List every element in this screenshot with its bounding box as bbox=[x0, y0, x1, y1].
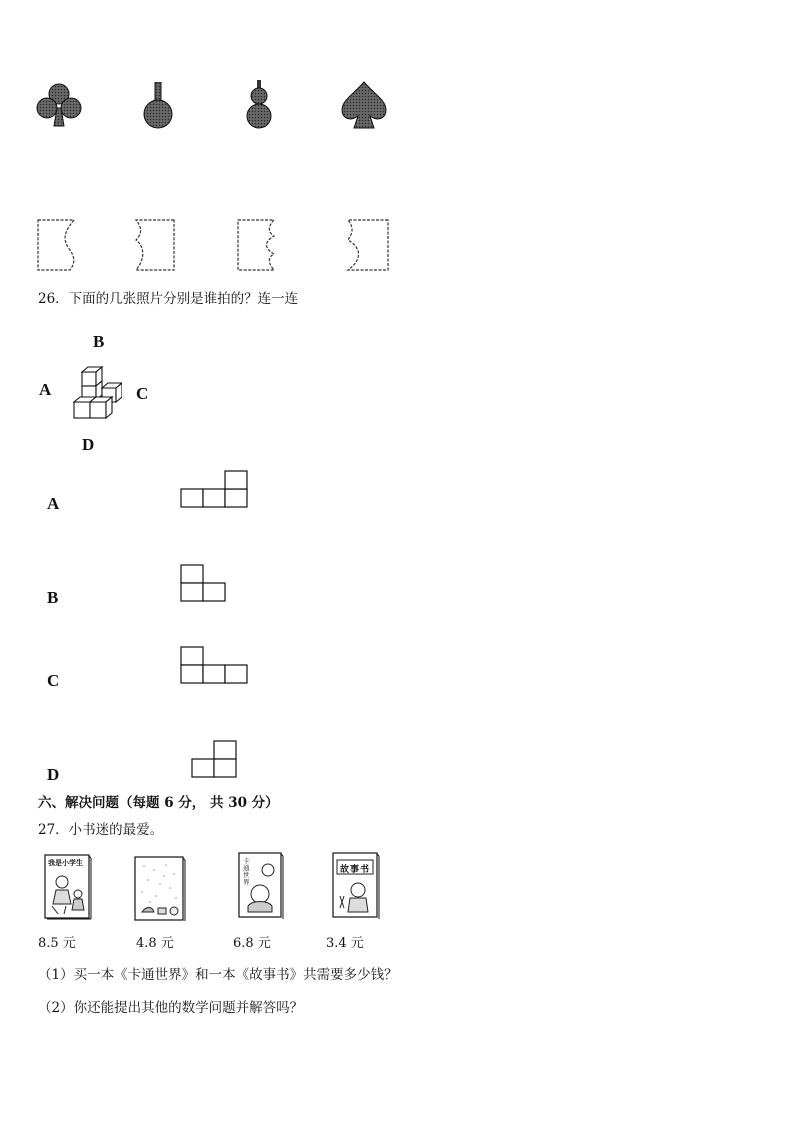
option-label-a: A bbox=[47, 494, 60, 513]
view-label-top: B bbox=[93, 332, 105, 351]
book-2-price: 4.8 元 bbox=[136, 936, 174, 951]
view-option-a bbox=[180, 470, 252, 510]
view-option-d bbox=[190, 740, 240, 780]
question-27-part-1: （1）买一本《卡通世界》和一本《故事书》共需要多少钱？ bbox=[38, 967, 398, 983]
view-label-right: C bbox=[136, 384, 149, 403]
option-label-d: D bbox=[47, 765, 60, 784]
section-6-heading: 六、解决问题（每题 6 分， 共 30 分） bbox=[38, 795, 279, 811]
book-4-price: 3.4 元 bbox=[326, 936, 364, 951]
view-option-c bbox=[180, 646, 252, 686]
book-4-title: 故事书 bbox=[340, 865, 371, 875]
cutout-frame-2 bbox=[130, 218, 176, 274]
book-1-price: 8.5 元 bbox=[38, 936, 76, 951]
cutout-frame-1 bbox=[36, 218, 80, 274]
book-3-price: 6.8 元 bbox=[233, 936, 271, 951]
book-2 bbox=[134, 856, 186, 922]
question-26-prompt: 26．下面的几张照片分别是谁拍的？连一连 bbox=[38, 291, 299, 307]
book-4 bbox=[332, 852, 380, 920]
book-1 bbox=[44, 854, 92, 920]
cutout-frame-4 bbox=[344, 218, 390, 274]
option-label-c: C bbox=[47, 671, 60, 690]
bulb-shape bbox=[140, 82, 176, 130]
cube-stack-figure bbox=[70, 364, 122, 420]
option-label-b: B bbox=[47, 588, 59, 607]
view-label-left: A bbox=[39, 380, 52, 399]
book-3 bbox=[238, 852, 284, 920]
cutout-frame-3 bbox=[236, 218, 280, 274]
question-27-prompt: 27．小书迷的最爱。 bbox=[38, 822, 164, 838]
book-3-title: 卡通世界 bbox=[243, 857, 250, 886]
spade-shape bbox=[340, 80, 388, 130]
question-27-part-2: （2）你还能提出其他的数学问题并解答吗？ bbox=[38, 1000, 304, 1016]
view-option-b bbox=[180, 564, 230, 604]
club-shape bbox=[36, 82, 82, 130]
book-1-title: 我是小学生 bbox=[48, 858, 83, 867]
view-label-bottom: D bbox=[82, 435, 95, 454]
gourd-shape bbox=[242, 80, 276, 130]
